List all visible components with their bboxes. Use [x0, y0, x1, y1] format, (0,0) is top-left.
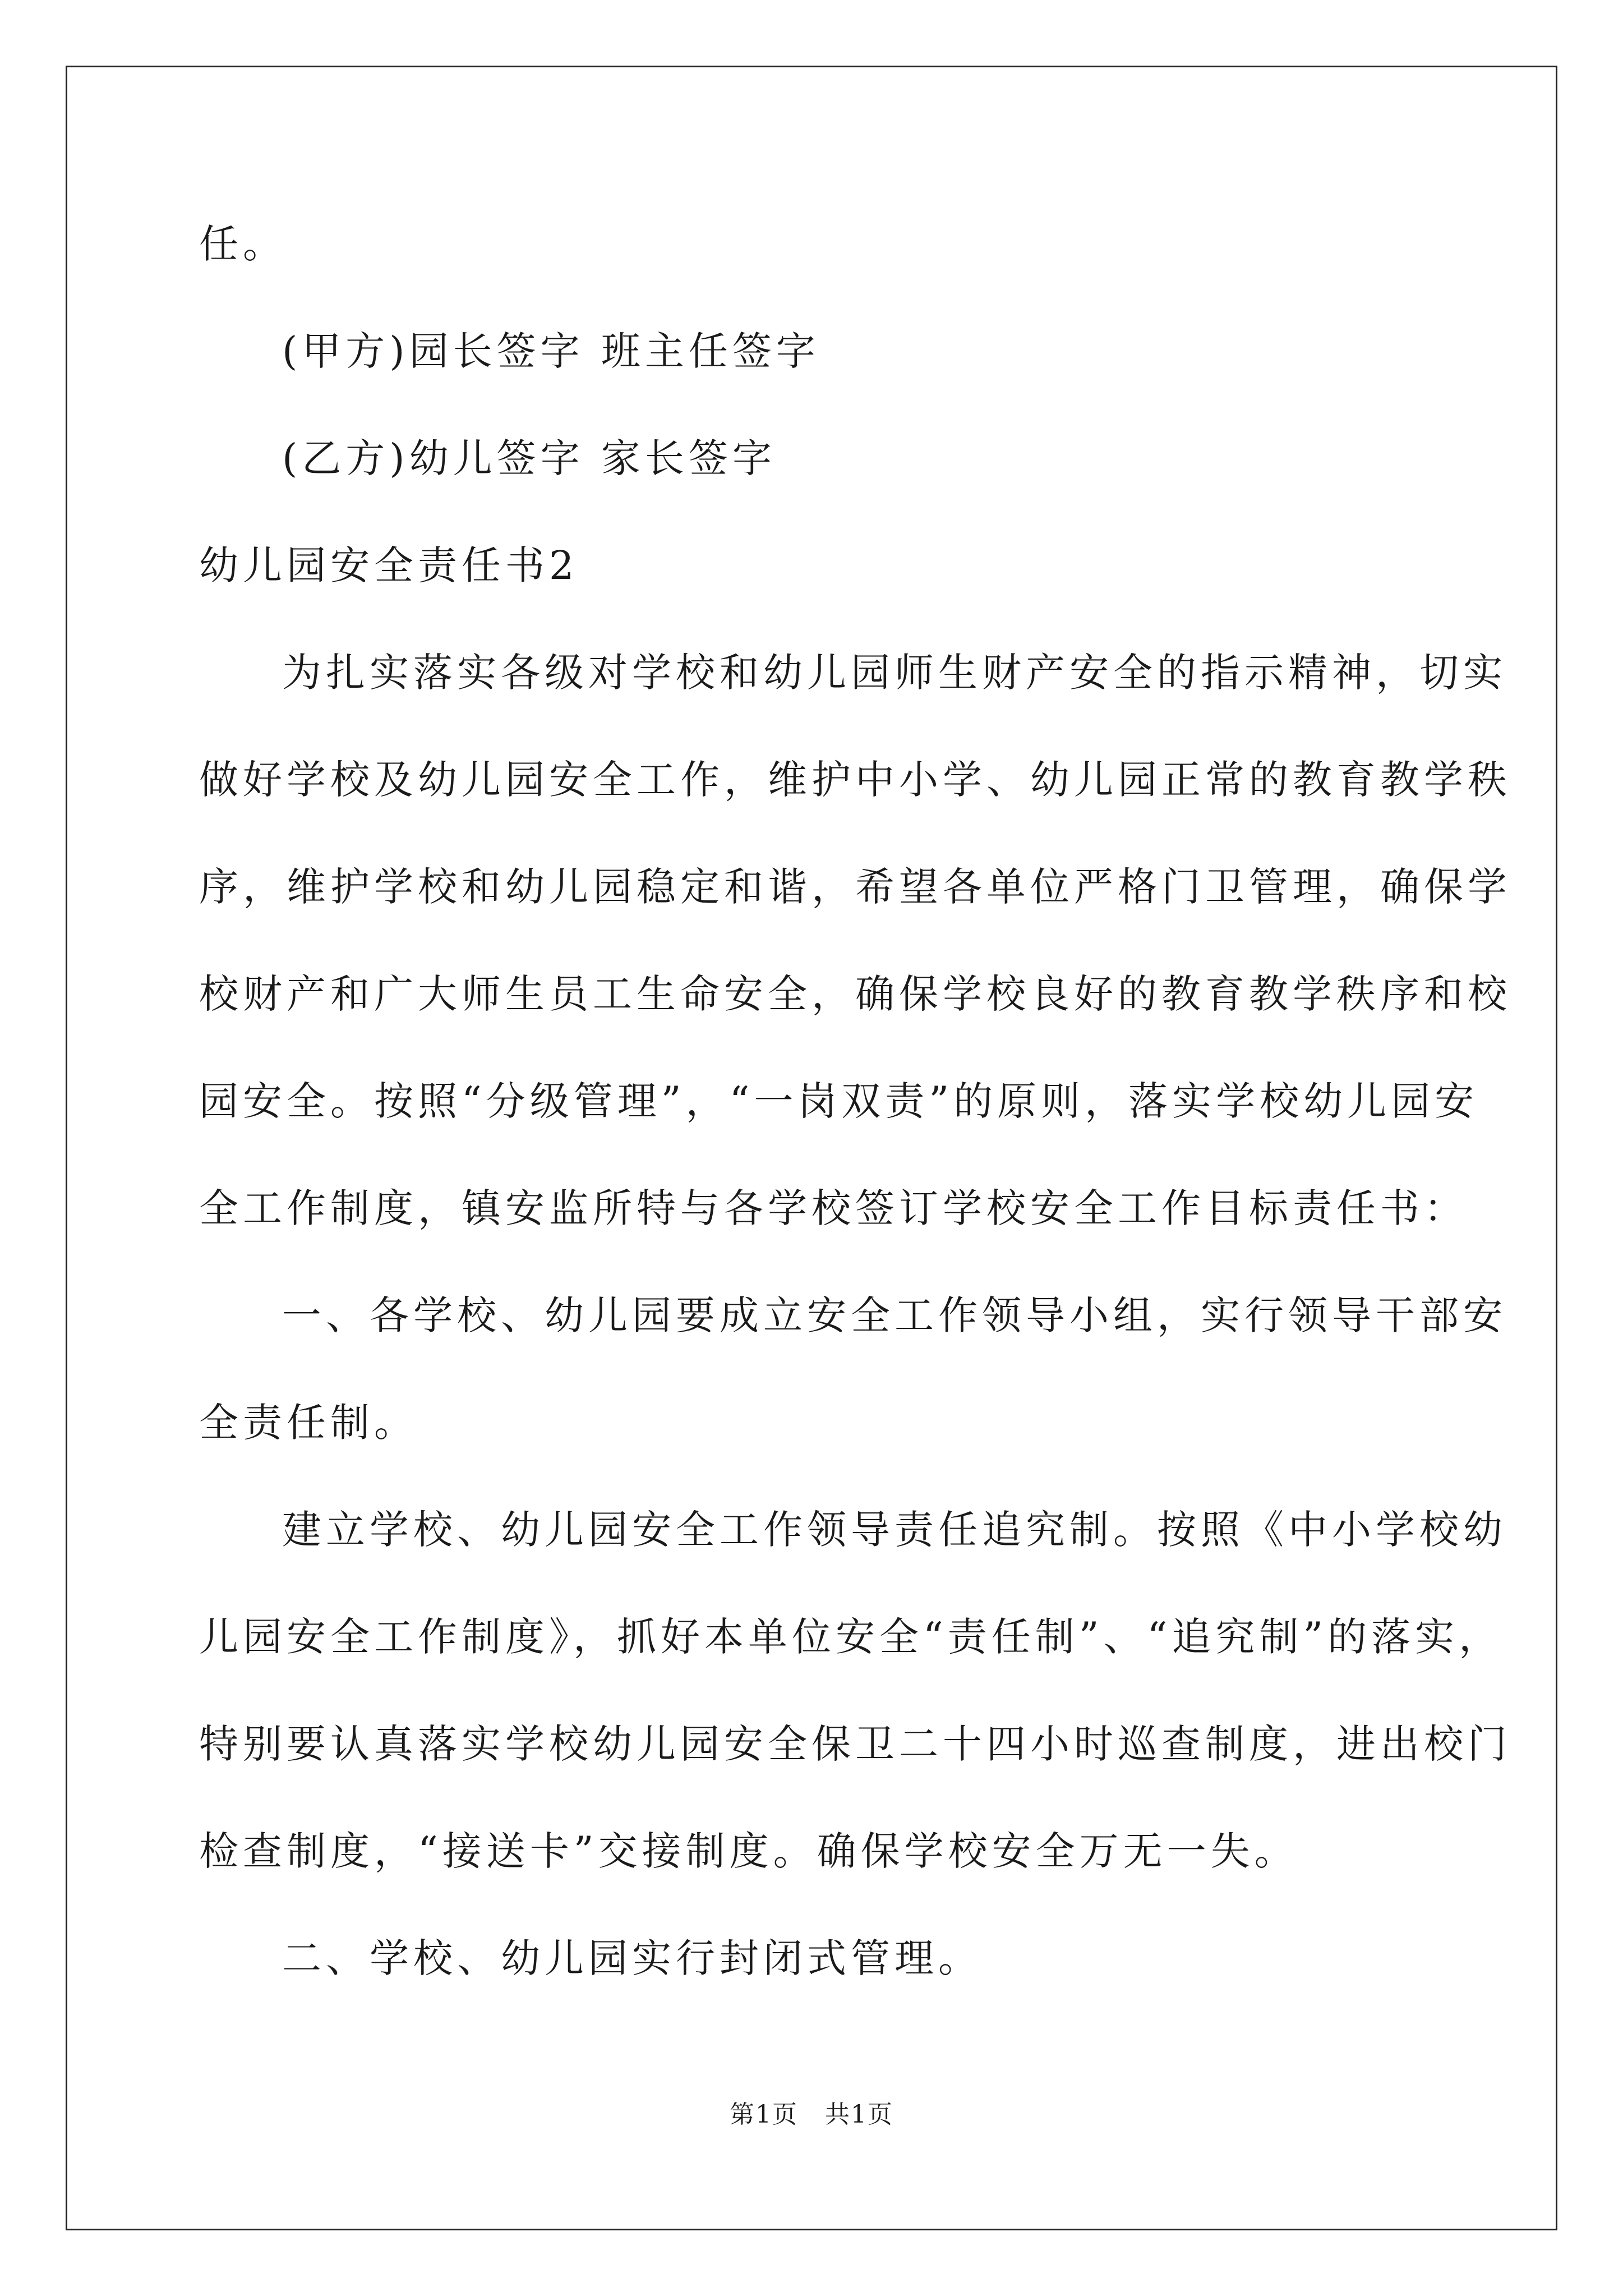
text-line: 全工作制度，镇安监所特与各学校签订学校安全工作目标责任书： [199, 1185, 1468, 1231]
section-heading: 幼儿园安全责任书2 [199, 542, 579, 588]
text-line: 园安全。按照“分级管理”，“一岗双责”的原则，落实学校幼儿园安 [199, 1078, 1479, 1124]
document-body [199, 191, 1511, 2012]
text-line: 序，维护学校和幼儿园稳定和谐，希望各单位严格门卫管理，确保学 [199, 864, 1511, 910]
text-line: 做好学校及幼儿园安全工作，维护中小学、幼儿园正常的教育教学秩 [199, 757, 1511, 803]
text-line: 特别要认真落实学校幼儿园安全保卫二十四小时巡查制度，进出校门 [199, 1721, 1511, 1767]
text-line: 二、学校、幼儿园实行封闭式管理。 [282, 1935, 982, 1981]
text-line: 校财产和广大师生员工生命安全，确保学校良好的教育教学秩序和校 [199, 971, 1511, 1017]
page-number-current: 第1页 [730, 2100, 798, 2129]
text-line: 建立学校、幼儿园安全工作领导责任追究制。按照《中小学校幼 [282, 1507, 1507, 1553]
text-line: 儿园安全工作制度》，抓好本单位安全“责任制”、“追究制”的落实， [199, 1614, 1503, 1660]
page-footer [0, 2098, 1623, 2132]
text-line: 为扎实落实各级对学校和幼儿园师生财产安全的指示精神，切实 [282, 650, 1507, 696]
signature-line-party-a: (甲方)园长签字 班主任签字 [282, 328, 820, 374]
text-line: 一、各学校、幼儿园要成立安全工作领导小组，实行领导干部安 [282, 1292, 1507, 1338]
text-line: 检查制度，“接送卡”交接制度。确保学校安全万无一失。 [199, 1828, 1298, 1874]
page-number-total: 共1页 [825, 2100, 893, 2129]
text-line: 任。 [199, 221, 287, 267]
signature-line-party-b: (乙方)幼儿签字 家长签字 [282, 435, 776, 481]
text-line: 全责任制。 [199, 1400, 418, 1446]
